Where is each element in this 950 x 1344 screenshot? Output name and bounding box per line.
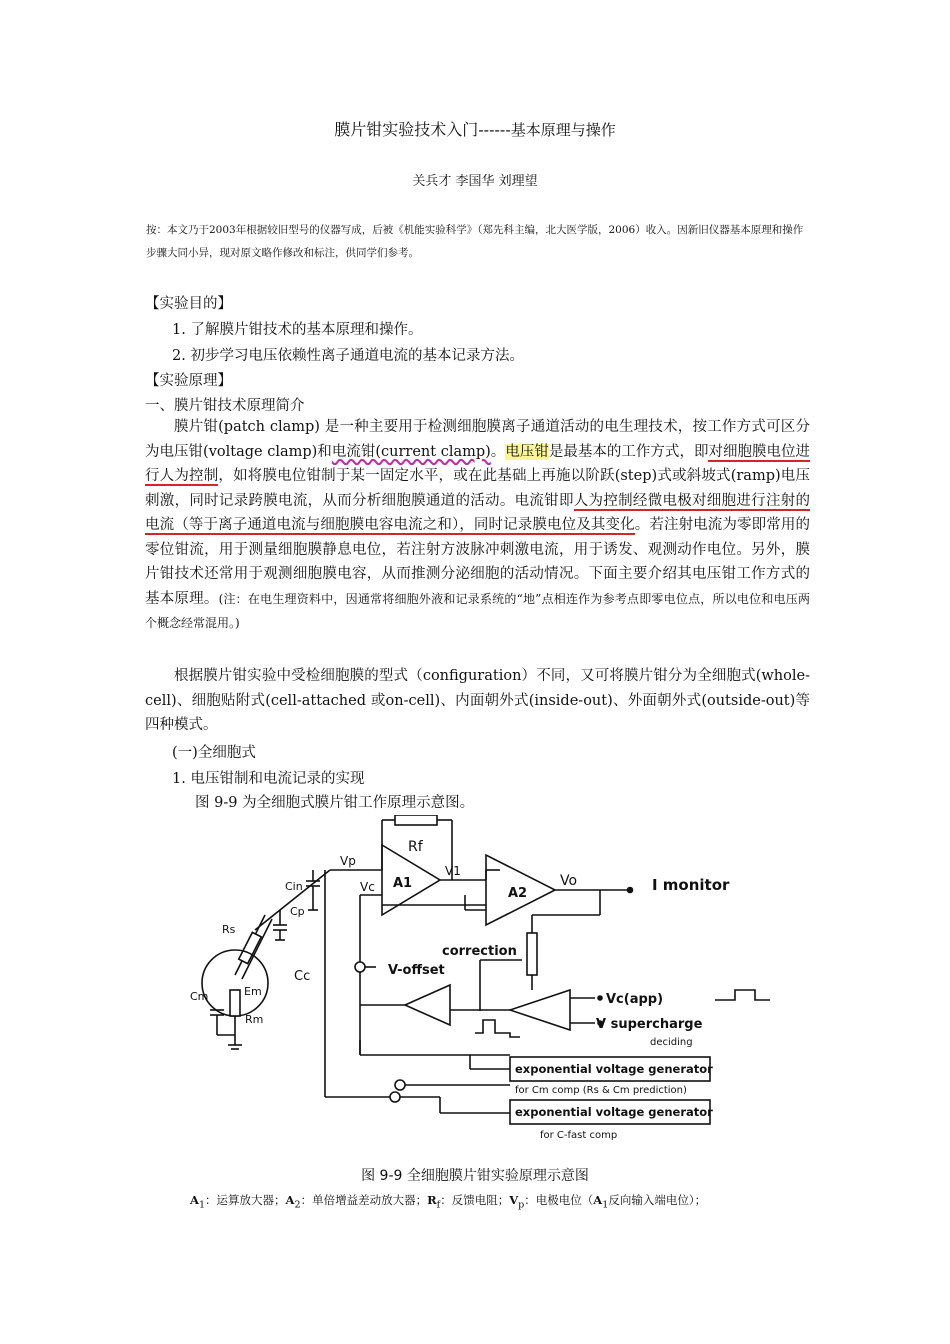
correction-resistor [527,933,537,975]
purpose-item-2: 2. 初步学习电压依赖性离子通道电流的基本记录方法。 [172,348,524,364]
membrane-resistor [230,990,240,1016]
underline-1: 对细胞膜电位进行人为控制 [145,443,811,484]
label-cc: Cc [294,969,311,984]
summing-junction-2 [395,1080,405,1090]
label-vc-app: Vc(app) [606,992,664,1007]
step-waveform [715,990,770,1000]
label-vo: Vo [560,873,578,889]
figure-legend: $A_1$：运算放大器；$A_2$：单倍增益差动放大器；$R_f$：反馈电阻；$V_p$：电极电位（$A_1$反向输入端电位）； [190,1193,707,1211]
label-generator-1: exponential voltage generator [515,1062,713,1076]
title-main: 膜片钳实验技术入门 [334,120,479,139]
label-rs: Rs [222,923,236,936]
label-vp: Vp [340,854,356,868]
subsection-heading: (一)全细胞式 [172,745,256,761]
switch [598,996,602,1000]
wire [255,870,330,930]
paragraph-2: 根据膜片钳实验中受检细胞膜的型式（configuration）不同，又可将膜片钳分为全细胞式(whole-cell)、细胞贴附式(cell-attached 或on-cell)、内面朝外式(inside-out)、外面朝外式(outside-out)等四种模式。 [145,668,810,733]
label-deciding: deciding [650,1037,693,1048]
preface-note: 按：本文乃于2003年根据较旧型号的仪器写成，后被《机能实验科学》（郑先科主编，北大医学版，2006）收入。因新旧仪器基本原理和操作步骤大同小异，现对原文略作修改和标注，供同学们参考。 [146,224,804,259]
title-sub: ------基本原理与操作 [478,121,616,139]
paragraph-1: 膜片钳(patch clamp) 是一种主要用于检测细胞膜离子通道活动的电生理技术，按工作方式可区分为电压钳(voltage clamp)和电流钳(current clamp)。电压钳是最基本的工作方式，即对细胞膜电位进行人为控制，如将膜电位钳制于某一固定水平，或在此基础上再施以阶跃(step)式或斜坡式(ramp)电压刺激，同时记录跨膜电流，从而分析细胞膜通道的活动。电流钳即人为控制经微电极对细胞进行注射的电流（等于离子通道电流与细胞膜电容电流之和），同时记录膜电位及其变化。若注射电流为零即常用的零位钳流，用于测量细胞膜静息电位，若注射方波脉冲刺激电流，用于诱发、观测动作电位。另外，膜片钳技术还常用于观测细胞膜电容，从而推测分泌细胞的活动情况。下面主要介绍其电压钳工作方式的基本原理。(注：在电生理资料中，因通常将细胞外液和记录系统的“地”点相连作为参考点即零电位点，所以电位和电压两个概念经常混用。) [145,419,811,630]
purpose-heading: 【实验目的】 [145,296,232,312]
label-rf: Rf [408,839,423,855]
highlight-current-clamp: 电流钳(current clamp) [331,443,491,460]
figure-reference: 图 9-9 为全细胞式膜片钳工作原理示意图。 [195,795,475,811]
item-heading: 1. 电压钳制和电流记录的实现 [172,771,365,787]
label-cm: Cm [190,990,209,1003]
label-em: Em [244,985,262,998]
page-title [0,117,950,140]
label-vc: Vc [360,880,375,894]
label-a2: A2 [508,886,528,901]
label-v-supercharge: V supercharge [596,1017,703,1032]
label-generator-2-sub: for C-fast comp [540,1130,618,1141]
label-rm: Rm [245,1013,264,1026]
section-heading: 一、膜片钳技术原理简介 [145,398,305,414]
label-cp: Cp [290,905,305,918]
summing-junction-1 [355,962,365,972]
label-v-offset: V-offset [388,963,445,978]
buffer-amp [405,985,450,1025]
label-generator-1-sub: for Cm comp (Rs & Cm prediction) [515,1085,687,1096]
label-cin: Cin [285,880,303,893]
highlight-voltage-clamp: 电压钳 [505,443,549,460]
circuit-diagram [190,815,770,1155]
figure-caption: 图 9-9 全细胞膜片钳实验原理示意图 [361,1168,589,1184]
pulse-waveform [475,1020,520,1037]
underline-2: 人为控制经微电极对细胞进行注射的电流（等于离子通道电流与细胞膜电容电流之和），同时记录膜电位及其变化 [145,492,811,533]
label-generator-2: exponential voltage generator [515,1105,713,1119]
label-correction: correction [442,944,517,959]
summing-junction-3 [390,1092,400,1102]
paragraph-1-note: (注：在电生理资料中，因通常将细胞外液和记录系统的“地”点相连作为参考点即零电位点，所以电位和电压两个概念经常混用。) [145,591,810,630]
authors: 关兵才 李国华 刘理望 [412,174,538,189]
summing-amp [510,990,570,1030]
purpose-item-1: 1. 了解膜片钳技术的基本原理和操作。 [172,322,423,338]
label-i-monitor: I monitor [652,876,730,894]
label-a1: A1 [393,876,413,891]
principle-heading: 【实验原理】 [145,373,232,389]
label-v1: V1 [445,864,461,878]
output-terminal [628,888,633,893]
feedback-resistor [395,815,437,825]
